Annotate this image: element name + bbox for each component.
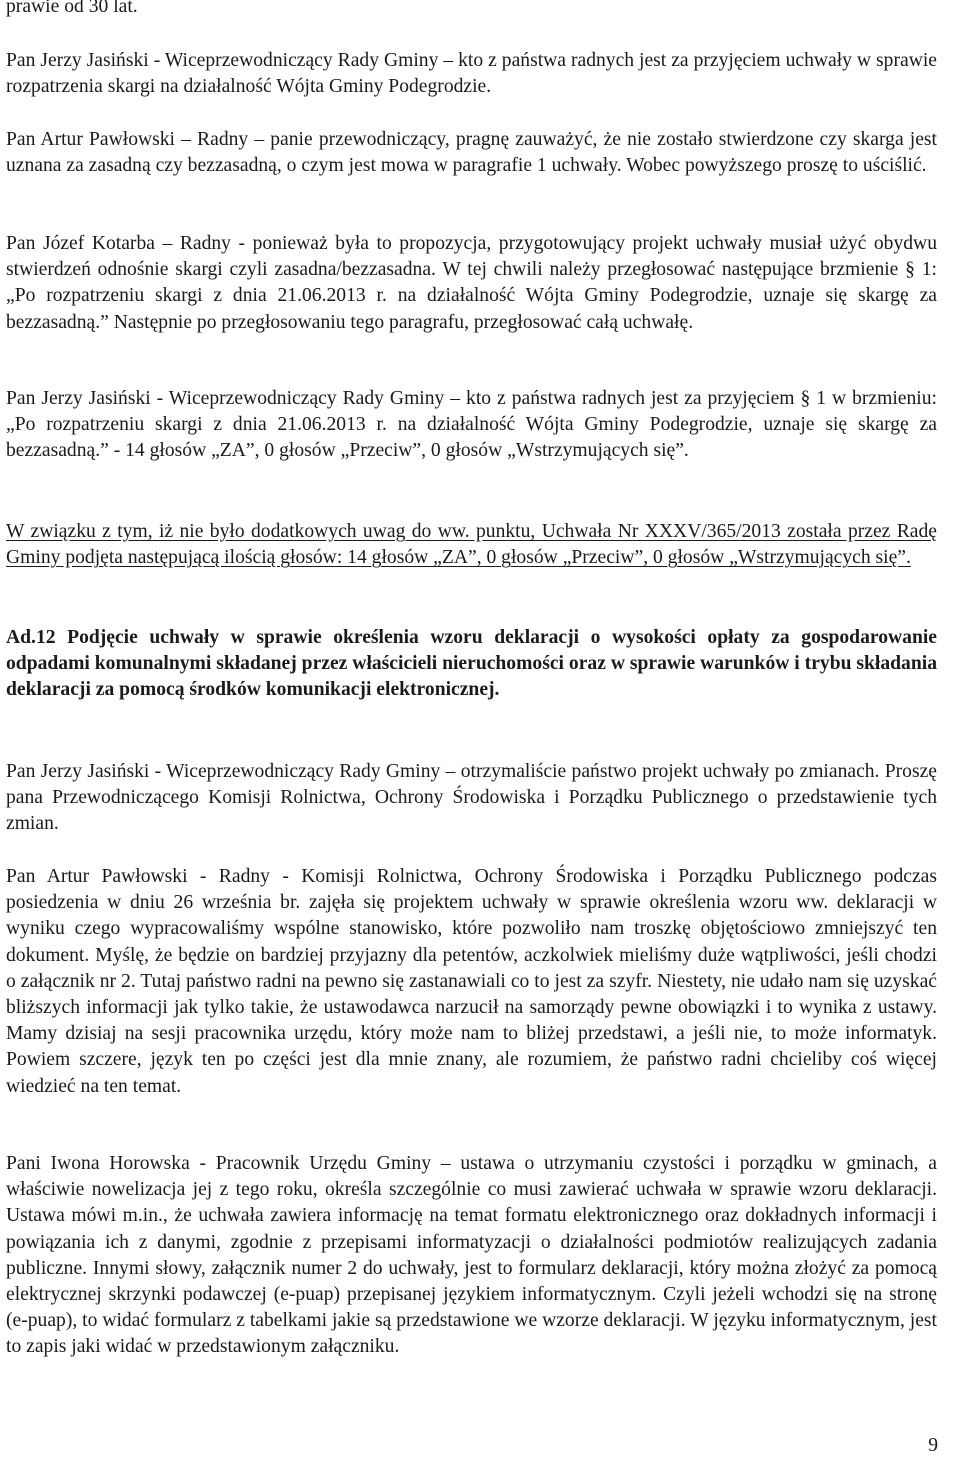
paragraph-pawlowski-remark: Pan Artur Pawłowski – Radny – panie przewodniczący, pragnę zauważyć, że nie zostało stwierdzone czy skarga jest uznana za zasadną czy bezzasadną, o czym jest mowa w paragrafie 1 uchwały. Wobec powyższego proszę to uściślić.: [6, 129, 937, 177]
paragraph-horowska-explanation: Pani Iwona Horowska - Pracownik Urzędu Gminy – ustawa o utrzymaniu czystości i porządku w gminach, a właściwie nowelizacja jej z tego roku, określa szczególnie co musi zawierać uchwała w sprawie wzoru deklaracji. Ustawa mówi m.in., że uchwała zawiera informację na temat formatu elektronicznego oraz dokładnych informacji i powiązania ich z danymi, zgodnie z przepisami informatyzacji o działalności podmiotów realizujących zadania publiczne. Innymi słowy, załącznik numer 2 do uchwały, jest to formularz deklaracji, który można złożyć za pomocą elektrycznej skrzynki podawczej (e-puap) przepisanej językiem informatycznym. Czyli jeżeli wchodzi się na stronę (e-puap), to widać formularz z tabelkami jakie są przedstawione we wzorze deklaracji. W języku informatycznym, jest to zapis jaki widać w przedstawionym załączniku.: [6, 1153, 937, 1358]
paragraph-resolution-adopted: W związku z tym, iż nie było dodatkowych uwag do ww. punktu, Uchwała Nr XXXV/365/2013 została przez Radę Gminy podjęta następującą ilością głosów: 14 głosów „ZA”, 0 głosów „Przeciw”, 0 głosów „Wstrzymujących się”.: [6, 521, 937, 569]
agenda-item-heading: Ad.12 Podjęcie uchwały w sprawie określenia wzoru deklaracji o wysokości opłaty za gospodarowanie odpadami komunalnymi składanej przez właścicieli nieruchomości oraz w sprawie warunków i trybu składania deklaracji za pomocą środków komunikacji elektronicznej.: [6, 627, 937, 701]
paragraph-jasinski-vote-call: Pan Jerzy Jasiński - Wiceprzewodniczący Rady Gminy – kto z państwa radnych jest za przyjęciem uchwały w sprawie rozpatrzenia skargi na działalność Wójta Gminy Podegrodzie.: [6, 50, 937, 98]
paragraph-continuation: prawie od 30 lat.: [6, 0, 138, 17]
paragraph-jasinski-projekt: Pan Jerzy Jasiński - Wiceprzewodniczący Rady Gminy – otrzymaliście państwo projekt uchwały po zmianach. Proszę pana Przewodniczącego Komisji Rolnictwa, Ochrony Środowiska i Porządku Publicznego o przedstawienie tych zmian.: [6, 761, 937, 835]
paragraph-kotarba-explanation: Pan Józef Kotarba – Radny - ponieważ była to propozycja, przygotowujący projekt uchwały musiał użyć obydwu stwierdzeń odnośnie skargi czyli zasadna/bezzasadna. W tej chwili należy przegłosować następujące brzmienie § 1: „Po rozpatrzeniu skargi z dnia 21.06.2013 r. na działalność Wójta Gminy Podegrodzie, uznaje się skargę za bezzasadną.” Następnie po przegłosowaniu tego paragrafu, przegłosować całą uchwałę.: [6, 233, 937, 333]
page-number: 9: [928, 1435, 938, 1456]
paragraph-pawlowski-komisja: Pan Artur Pawłowski - Radny - Komisji Rolnictwa, Ochrony Środowiska i Porządku Publicznego podczas posiedzenia w dniu 26 września br. zajęła się projektem uchwały w sprawie określenia wzoru ww. deklaracji w wyniku czego wypracowaliśmy wspólne stanowisko, które pozwoliło nam troszkę objętościowo zmniejszyć ten dokument. Myślę, że będzie on bardziej przyjazny dla petentów, aczkolwiek mieliśmy duże wątpliwości, jeśli chodzi o załącznik nr 2. Tutaj państwo radni na pewno się zastanawiali co to jest za szyfr. Niestety, nie udało nam się uzyskać bliższych informacji jak tylko takie, że ustawodawca narzucił na samorządy pewne obowiązki i to wynika z ustawy. Mamy dzisiaj na sesji pracownika urzędu, który może nam to bliżej przedstawi, a jeśli nie, to może informatyk. Powiem szczere, język ten po części jest dla mnie znany, ale rozumiem, że państwo radni chcieliby coś więcej wiedzieć na ten temat.: [6, 866, 937, 1097]
paragraph-jasinski-vote-result: Pan Jerzy Jasiński - Wiceprzewodniczący Rady Gminy – kto z państwa radnych jest za przyjęciem § 1 w brzmieniu: „Po rozpatrzeniu skargi z dnia 21.06.2013 r. na działalność Wójta Gminy Podegrodzie, uznaje się skargę za bezzasadną.” - 14 głosów „ZA”, 0 głosów „Przeciw”, 0 głosów „Wstrzymujących się”.: [6, 388, 937, 462]
